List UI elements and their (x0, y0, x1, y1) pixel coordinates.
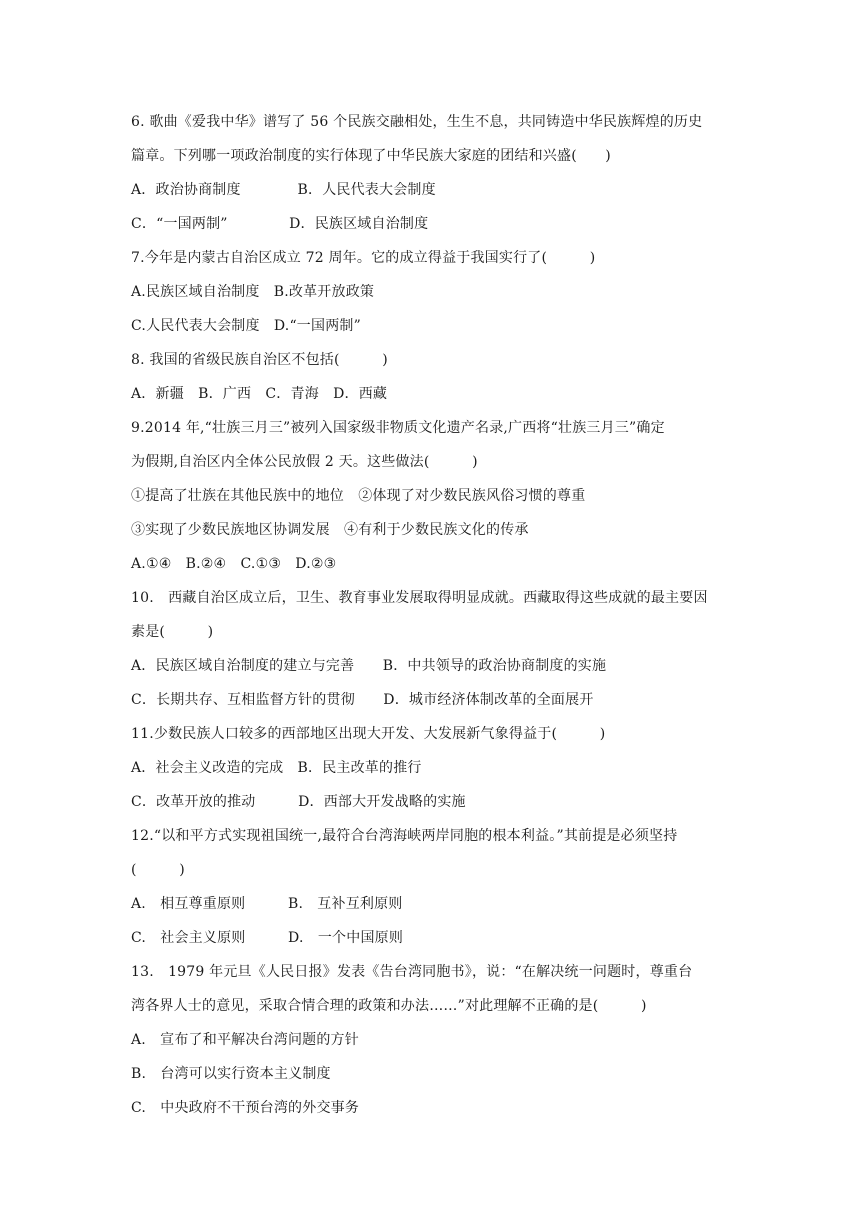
text-line: A．政治协商制度 B．人民代表大会制度 (131, 182, 436, 198)
text-line: 13. 1979 年元旦《人民日报》发表《告台湾同胞书》，说：“在解决统一问题时，尊重台 (131, 964, 693, 980)
text-line: A.民族区域自治制度 B.改革开放政策 (131, 284, 375, 300)
text-line: A．新疆 B．广西 C．青海 D．西藏 (131, 386, 388, 402)
text-line: 11.少数民族人口较多的西部地区出现大开发、大发展新气象得益于( ) (131, 726, 606, 742)
text-line: 6. 歌曲《爱我中华》谱写了 56 个民族交融相处，生生不息，共同铸造中华民族辉煌的历史 (131, 114, 703, 130)
text-line: C．改革开放的推动 D．西部大开发战略的实施 (131, 794, 466, 810)
text-line: C. 中央政府不干预台湾的外交事务 (131, 1100, 360, 1116)
text-line: 9.2014 年,“壮族三月三”被列入国家级非物质文化遗产名录,广西将“壮族三月三”确定 (131, 420, 665, 436)
text-line: A. 相互尊重原则 B. 互补互利原则 (131, 896, 403, 912)
text-line: ①提高了壮族在其他民族中的地位 ②体现了对少数民族风俗习惯的尊重 (131, 488, 586, 504)
text-line: ③实现了少数民族地区协调发展 ④有利于少数民族文化的传承 (131, 522, 529, 538)
text-line: 为假期,自治区内全体公民放假 2 天。这些做法( ) (131, 454, 478, 470)
text-line: 12.“以和平方式实现祖国统一,最符合台湾海峡两岸同胞的根本利益。”其前提是必须坚持 (131, 828, 678, 844)
text-line: A．社会主义改造的完成 B．民主改革的推行 (131, 760, 422, 776)
text-line: C. 社会主义原则 D. 一个中国原则 (131, 930, 404, 946)
text-line: 10. 西藏自治区成立后，卫生、教育事业发展取得明显成就。西藏取得这些成就的最主要因 (131, 590, 708, 606)
text-line: A．民族区域自治制度的建立与完善 B．中共领导的政治协商制度的实施 (131, 658, 607, 674)
text-line: 8. 我国的省级民族自治区不包括( ) (131, 352, 388, 368)
text-line: C．长期共存、互相监督方针的贯彻 D．城市经济体制改革的全面展开 (131, 692, 594, 708)
text-line: 篇章。下列哪一项政治制度的实行体现了中华民族大家庭的团结和兴盛( ) (131, 148, 611, 164)
text-line: A.①④ B.②④ C.①③ D.②③ (131, 556, 337, 572)
text-line: B. 台湾可以实行资本主义制度 (131, 1066, 331, 1082)
text-line: 7.今年是内蒙古自治区成立 72 周年。它的成立得益于我国实行了( ) (131, 250, 596, 266)
text-line: 素是( ) (131, 624, 214, 640)
text-line: C．“一国两制” D．民族区域自治制度 (131, 216, 429, 232)
text-line: A. 宣布了和平解决台湾问题的方针 (131, 1032, 359, 1048)
text-line: 湾各界人士的意见，采取合情合理的政策和办法……”对此理解不正确的是( ) (131, 998, 647, 1014)
text-line: ( ) (131, 862, 185, 878)
text-line: C.人民代表大会制度 D.“一国两制” (131, 318, 361, 334)
